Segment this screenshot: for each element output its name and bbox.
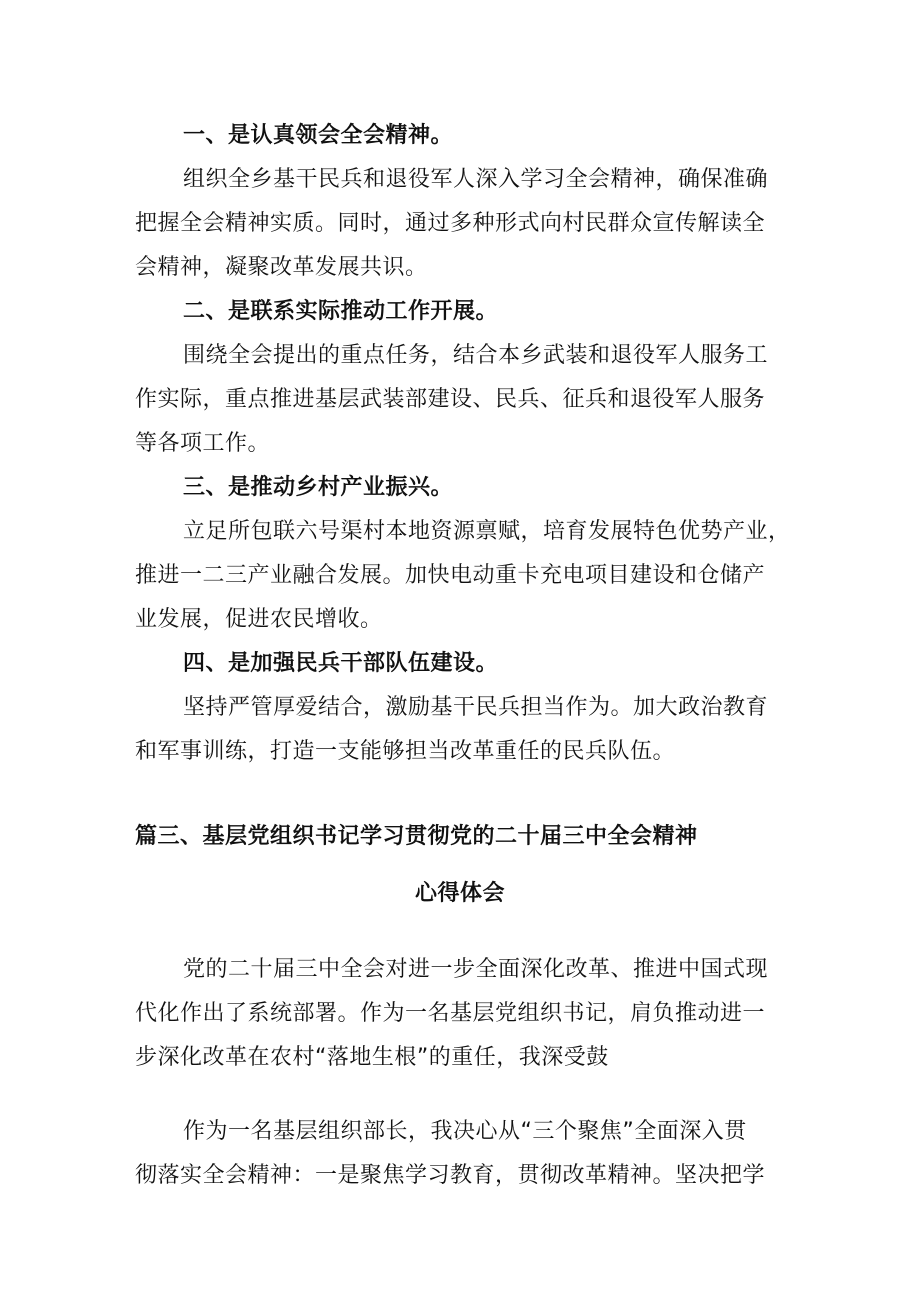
paragraph-line: 推进一二三产业融合发展。加快电动重卡充电项目建设和仓储产 xyxy=(135,563,766,588)
paragraph-line: 党的二十届三中全会对进一步全面深化改革、推进中国式现 xyxy=(183,957,769,982)
section-heading-4: 四、是加强民兵干部队伍建设。 xyxy=(183,651,499,676)
section-heading-3: 三、是推动乡村产业振兴。 xyxy=(183,475,454,500)
paragraph-line: 作为一名基层组织部长，我决心从“三个聚焦”全面深入贯 xyxy=(183,1119,747,1144)
section-heading-1: 一、是认真领会全会精神。 xyxy=(183,123,454,148)
article-title: 篇三、基层党组织书记学习贯彻党的二十届三中全会精神 xyxy=(135,824,698,849)
paragraph-line: 立足所包联六号渠村本地资源禀赋，培育发展特色优势产业， xyxy=(183,519,791,544)
paragraph-line: 等各项工作。 xyxy=(135,431,271,456)
paragraph-line: 组织全乡基干民兵和退役军人深入学习全会精神，确保准确 xyxy=(183,167,769,192)
paragraph-line: 彻落实全会精神：一是聚焦学习教育，贯彻改革精神。坚决把学 xyxy=(135,1163,766,1188)
paragraph-line: 步深化改革在农村“落地生根”的重任，我深受鼓 xyxy=(135,1045,609,1070)
paragraph-line: 业发展，促进农民增收。 xyxy=(135,607,383,632)
paragraph-line: 围绕全会提出的重点任务，结合本乡武装和退役军人服务工 xyxy=(183,343,769,368)
article-subtitle: 心得体会 xyxy=(414,881,505,906)
paragraph-line: 坚持严管厚爱结合，激励基干民兵担当作为。加大政治教育 xyxy=(183,695,769,720)
paragraph-line: 和军事训练，打造一支能够担当改革重任的民兵队伍。 xyxy=(135,739,676,764)
paragraph-line: 把握全会精神实质。同时，通过多种形式向村民群众宣传解读全 xyxy=(135,211,766,236)
paragraph-line: 会精神，凝聚改革发展共识。 xyxy=(135,255,428,280)
section-heading-2: 二、是联系实际推动工作开展。 xyxy=(183,299,499,324)
paragraph-line: 代化作出了系统部署。作为一名基层党组织书记，肩负推动进一 xyxy=(135,1001,766,1026)
paragraph-line: 作实际，重点推进基层武装部建设、民兵、征兵和退役军人服务 xyxy=(135,387,766,412)
